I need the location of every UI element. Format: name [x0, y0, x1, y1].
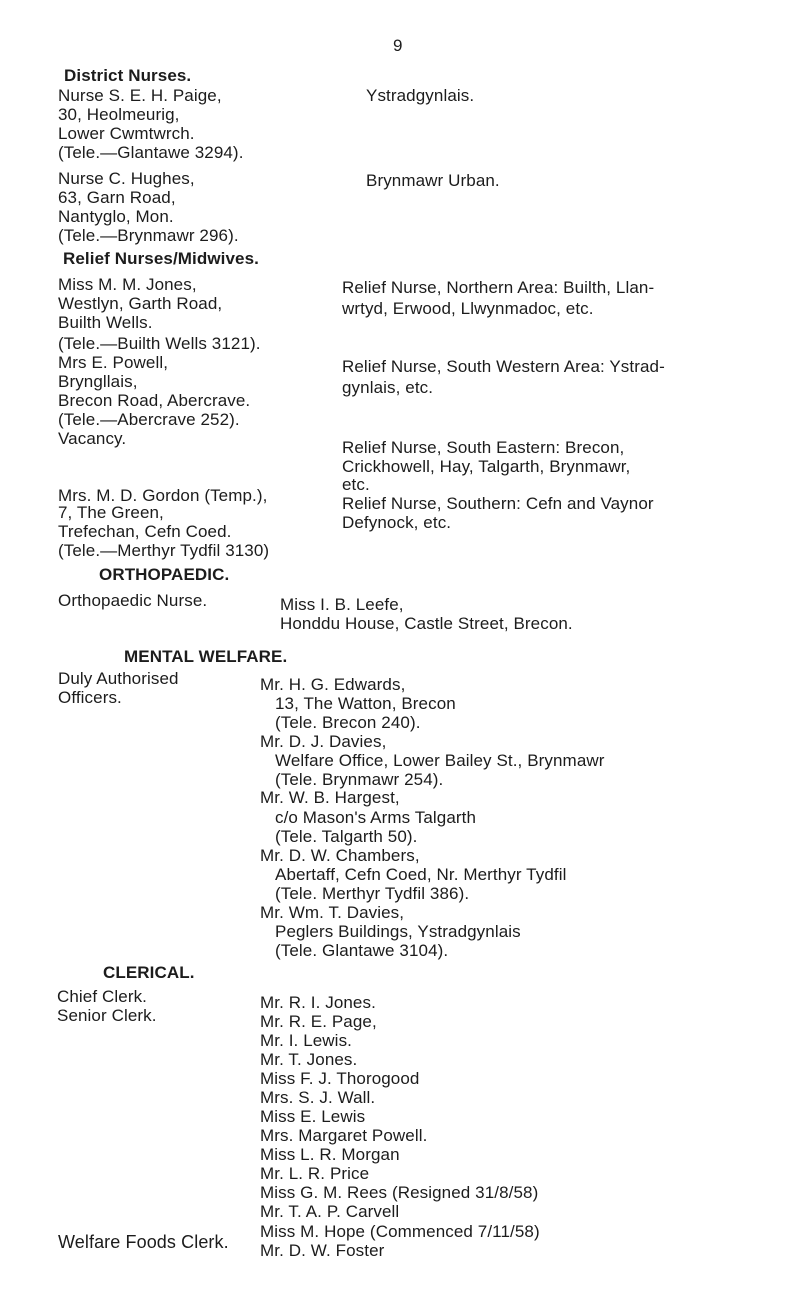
- officer-name: Mr. H. G. Edwards,: [260, 675, 406, 694]
- relief-jones-area: wrtyd, Erwood, Llwynmadoc, etc.: [342, 299, 594, 318]
- relief-gordon-address: 7, The Green,: [58, 503, 164, 522]
- orthopaedic-nurse-name: Miss I. B. Leefe,: [280, 595, 404, 614]
- relief-vacancy-area: Crickhowell, Hay, Talgarth, Brynmawr,: [342, 457, 631, 476]
- senior-clerk-label: Senior Clerk.: [57, 1006, 157, 1025]
- officer-address: c/o Mason's Arms Talgarth: [275, 808, 477, 827]
- relief-jones-name: Miss M. M. Jones,: [58, 275, 197, 294]
- relief-powell-phone: (Tele.—Abercrave 252).: [58, 410, 240, 429]
- officer-phone: (Tele. Merthyr Tydfil 386).: [275, 884, 470, 903]
- relief-nurses-heading: Relief Nurses/Midwives.: [63, 249, 259, 268]
- officer-address: Abertaff, Cefn Coed, Nr. Merthyr Tydfil: [275, 865, 567, 884]
- nurse-paige-area: Ystradgynlais.: [366, 86, 475, 105]
- officer-address: 13, The Watton, Brecon: [275, 694, 456, 713]
- nurse-hughes-address: 63, Garn Road,: [58, 188, 176, 207]
- page-number: 9: [393, 36, 403, 55]
- clerk-name: Miss F. J. Thorogood: [260, 1069, 420, 1088]
- relief-gordon-name: Mrs. M. D. Gordon (Temp.),: [58, 486, 268, 505]
- relief-powell-name: Mrs E. Powell,: [58, 353, 169, 372]
- district-nurses-heading: District Nurses.: [64, 66, 192, 85]
- relief-powell-area: Relief Nurse, South Western Area: Ystrad-: [342, 357, 665, 376]
- relief-powell-address: Bryngllais,: [58, 372, 138, 391]
- relief-jones-area: Relief Nurse, Northern Area: Builth, Llan-: [342, 278, 655, 297]
- orthopaedic-heading: ORTHOPAEDIC.: [99, 565, 230, 584]
- officer-name: Mr. W. B. Hargest,: [260, 788, 400, 807]
- nurse-hughes-name: Nurse C. Hughes,: [58, 169, 195, 188]
- officer-address: Welfare Office, Lower Bailey St., Brynmawr: [275, 751, 605, 770]
- officer-phone: (Tele. Brynmawr 254).: [275, 770, 444, 789]
- clerk-name: Mr. T. Jones.: [260, 1050, 358, 1069]
- clerk-name: Mr. D. W. Foster: [260, 1241, 385, 1260]
- clerk-name: Mr. I. Lewis.: [260, 1031, 352, 1050]
- relief-vacancy-area: Relief Nurse, South Eastern: Brecon,: [342, 438, 625, 457]
- clerical-heading: CLERICAL.: [103, 963, 195, 982]
- relief-gordon-address: Trefechan, Cefn Coed.: [58, 522, 232, 541]
- clerk-name: Mrs. S. J. Wall.: [260, 1088, 376, 1107]
- welfare-foods-clerk-label: Welfare Foods Clerk.: [58, 1232, 229, 1252]
- clerk-name: Miss E. Lewis: [260, 1107, 366, 1126]
- clerk-name: Mr. R. I. Jones.: [260, 993, 376, 1012]
- nurse-paige-phone: (Tele.—Glantawe 3294).: [58, 143, 244, 162]
- clerk-name: Miss G. M. Rees (Resigned 31/8/58): [260, 1183, 539, 1202]
- mental-welfare-heading: MENTAL WELFARE.: [124, 647, 288, 666]
- nurse-paige-address: Lower Cwmtwrch.: [58, 124, 195, 143]
- duly-authorised-label: Duly Authorised: [58, 669, 179, 688]
- clerk-name: Miss L. R. Morgan: [260, 1145, 400, 1164]
- nurse-paige-name: Nurse S. E. H. Paige,: [58, 86, 222, 105]
- relief-powell-area: gynlais, etc.: [342, 378, 434, 397]
- nurse-hughes-area: Brynmawr Urban.: [366, 171, 500, 190]
- officer-phone: (Tele. Glantawe 3104).: [275, 941, 449, 960]
- clerk-name: Mr. T. A. P. Carvell: [260, 1202, 400, 1221]
- orthopaedic-label: Orthopaedic Nurse.: [58, 591, 208, 610]
- nurse-paige-address: 30, Heolmeurig,: [58, 105, 180, 124]
- officer-phone: (Tele. Talgarth 50).: [275, 827, 418, 846]
- officer-phone: (Tele. Brecon 240).: [275, 713, 421, 732]
- officer-address: Peglers Buildings, Ystradgynlais: [275, 922, 521, 941]
- nurse-hughes-phone: (Tele.—Brynmawr 296).: [58, 226, 239, 245]
- clerk-name: Miss M. Hope (Commenced 7/11/58): [260, 1222, 540, 1241]
- relief-vacancy-label: Vacancy.: [58, 429, 127, 448]
- relief-gordon-area: Defynock, etc.: [342, 513, 452, 532]
- relief-vacancy-area: etc.: [342, 475, 370, 494]
- orthopaedic-nurse-address: Honddu House, Castle Street, Brecon.: [280, 614, 573, 633]
- officer-name: Mr. Wm. T. Davies,: [260, 903, 405, 922]
- chief-clerk-label: Chief Clerk.: [57, 987, 148, 1006]
- clerk-name: Mrs. Margaret Powell.: [260, 1126, 428, 1145]
- nurse-hughes-address: Nantyglo, Mon.: [58, 207, 174, 226]
- clerk-name: Mr. L. R. Price: [260, 1164, 370, 1183]
- relief-jones-address: Westlyn, Garth Road,: [58, 294, 223, 313]
- officer-name: Mr. D. W. Chambers,: [260, 846, 420, 865]
- relief-gordon-area: Relief Nurse, Southern: Cefn and Vaynor: [342, 494, 654, 513]
- clerk-name: Mr. R. E. Page,: [260, 1012, 377, 1031]
- relief-jones-phone: (Tele.—Builth Wells 3121).: [58, 334, 261, 353]
- duly-authorised-label: Officers.: [58, 688, 122, 707]
- relief-powell-address: Brecon Road, Abercrave.: [58, 391, 251, 410]
- relief-gordon-phone: (Tele.—Merthyr Tydfil 3130): [58, 541, 270, 560]
- relief-jones-address: Builth Wells.: [58, 313, 153, 332]
- officer-name: Mr. D. J. Davies,: [260, 732, 387, 751]
